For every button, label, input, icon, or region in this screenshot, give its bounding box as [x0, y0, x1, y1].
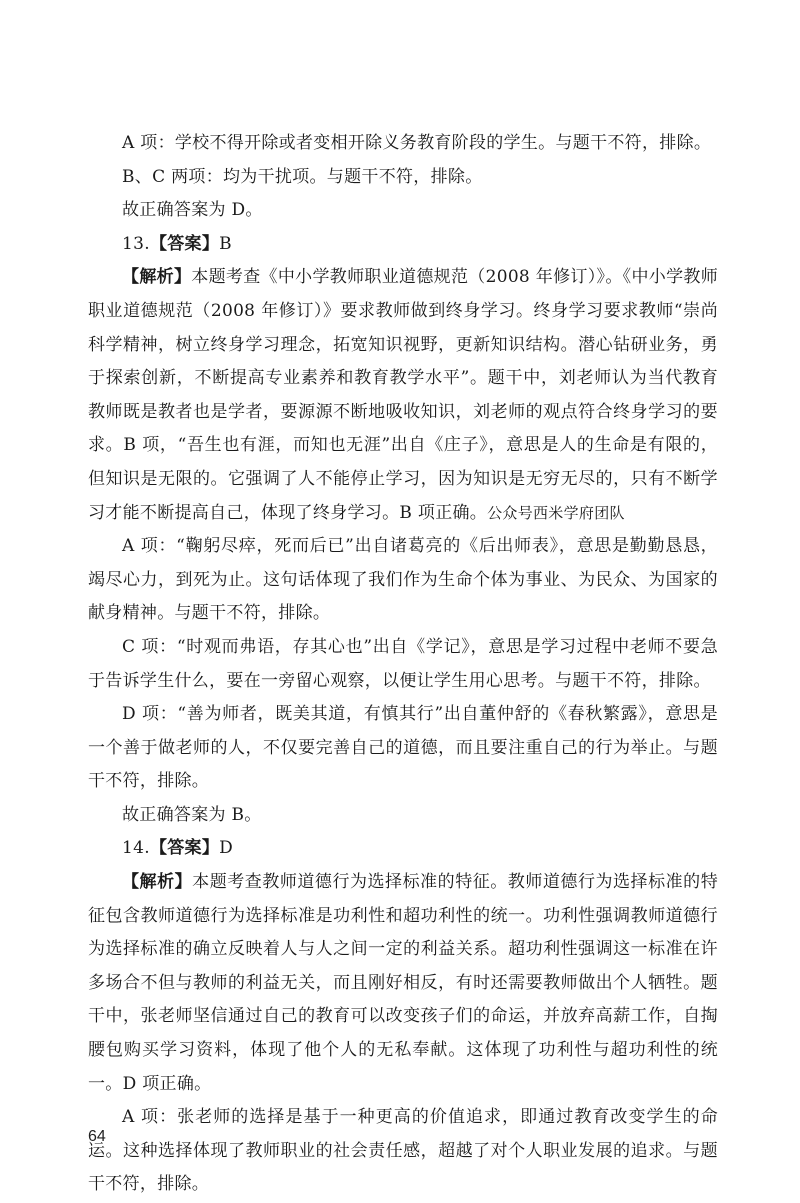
question-13-explanation [88, 261, 718, 530]
answer-tag: 【答案】 [149, 233, 220, 254]
question-14-answer: D [219, 838, 234, 859]
paragraph-option-bc: B、C 两项：均为干扰项。与题干不符，排除。 [122, 166, 483, 187]
paragraph-conclusion: 故正确答案为 D。 [122, 200, 263, 221]
question-14-answer-line [88, 832, 718, 866]
paragraph-option-a: A 项：学校不得开除或者变相开除义务教育阶段的学生。与题干不符，排除。 [122, 133, 712, 153]
question-14-number: 14. [122, 838, 150, 859]
question-13-answer-line [88, 228, 718, 262]
watermark-note: 公众号西米学府团队 [487, 503, 625, 522]
question-14-explanation [88, 866, 718, 1101]
question-13-answer: B [219, 233, 232, 254]
question-13-number: 13. [122, 233, 150, 254]
explanation-tag: 【解析】 [122, 267, 192, 288]
answer-explanation-text [88, 127, 718, 1202]
question-13-option-a: A 项：“鞠躬尽瘁，死而后已”出自诸葛亮的《后出师表》，意思是勤勤恳恳，竭尽心力，到死为止。这句话体现了我们作为生命个体为事业、为民众、为国家的献身精神。与题干不符，排除。 [88, 536, 718, 624]
explanation-text: 本题考查教师道德行为选择标准的特征。教师道德行为选择标准的特征包含教师道德行为选择标准是功利性和超功利性的统一。功利性强调教师道德行为选择标准的确立反映着人与人之间一定的利益关系。超功利性强调这一标准在许多场合不但与教师的利益无关，而且刚好相反，有时还需要教师做出个人牺牲。题干中，张老师坚信通过自己的教育可以改变孩子们的命运，并放弃高薪工作，自掏腰包购买学习资料，体现了他个人的无私奉献。这体现了功利性与超功利性的统一。D 项正确。 [88, 872, 719, 1094]
explanation-tag: 【解析】 [122, 872, 193, 893]
question-13-conclusion: 故正确答案为 B。 [122, 804, 262, 825]
question-13-option-c: C 项：“时观而弗语，存其心也”出自《学记》，意思是学习过程中老师不要急于告诉学生什么，要在一旁留心观察，以便让学生用心思考。与题干不符，排除。 [88, 636, 718, 691]
page-number: 64 [88, 1128, 106, 1145]
answer-tag: 【答案】 [149, 838, 220, 859]
question-14-option-a: A 项：张老师的选择是基于一种更高的价值追求，即通过教育改变学生的命运。这种选择体现了教师职业的社会责任感，超越了对个人职业发展的追求。与题干不符，排除。 [88, 1107, 718, 1195]
explanation-text: 本题考查《中小学教师职业道德规范（2008 年修订）》。《中小学教师职业道德规范（2008 年修订）》要求教师做到终身学习。终身学习要求教师“崇尚科学精神，树立终身学习理念，拓宽知识视野，更新知识结构。潜心钻研业务，勇于探索创新，不断提高专业素养和教育教学水平”。题干中，刘老师认为当代教育教师既是教者也是学者，要源源不断地吸收知识，刘老师的观点符合终身学习的要求。B 项，“吾生也有涯，而知也无涯”出自《庄子》，意思是人的生命是有限的，但知识是无限的。它强调了人不能停止学习，因为知识是无穷无尽的，只有不断学习才能不断提高自己，体现了终身学习。B 项正确。 [88, 267, 719, 523]
question-13-option-d: D 项：“善为师者，既美其道，有慎其行”出自董仲舒的《春秋繁露》，意思是一个善于做老师的人，不仅要完善自己的道德，而且要注重自己的行为举止。与题干不符，排除。 [88, 704, 718, 792]
